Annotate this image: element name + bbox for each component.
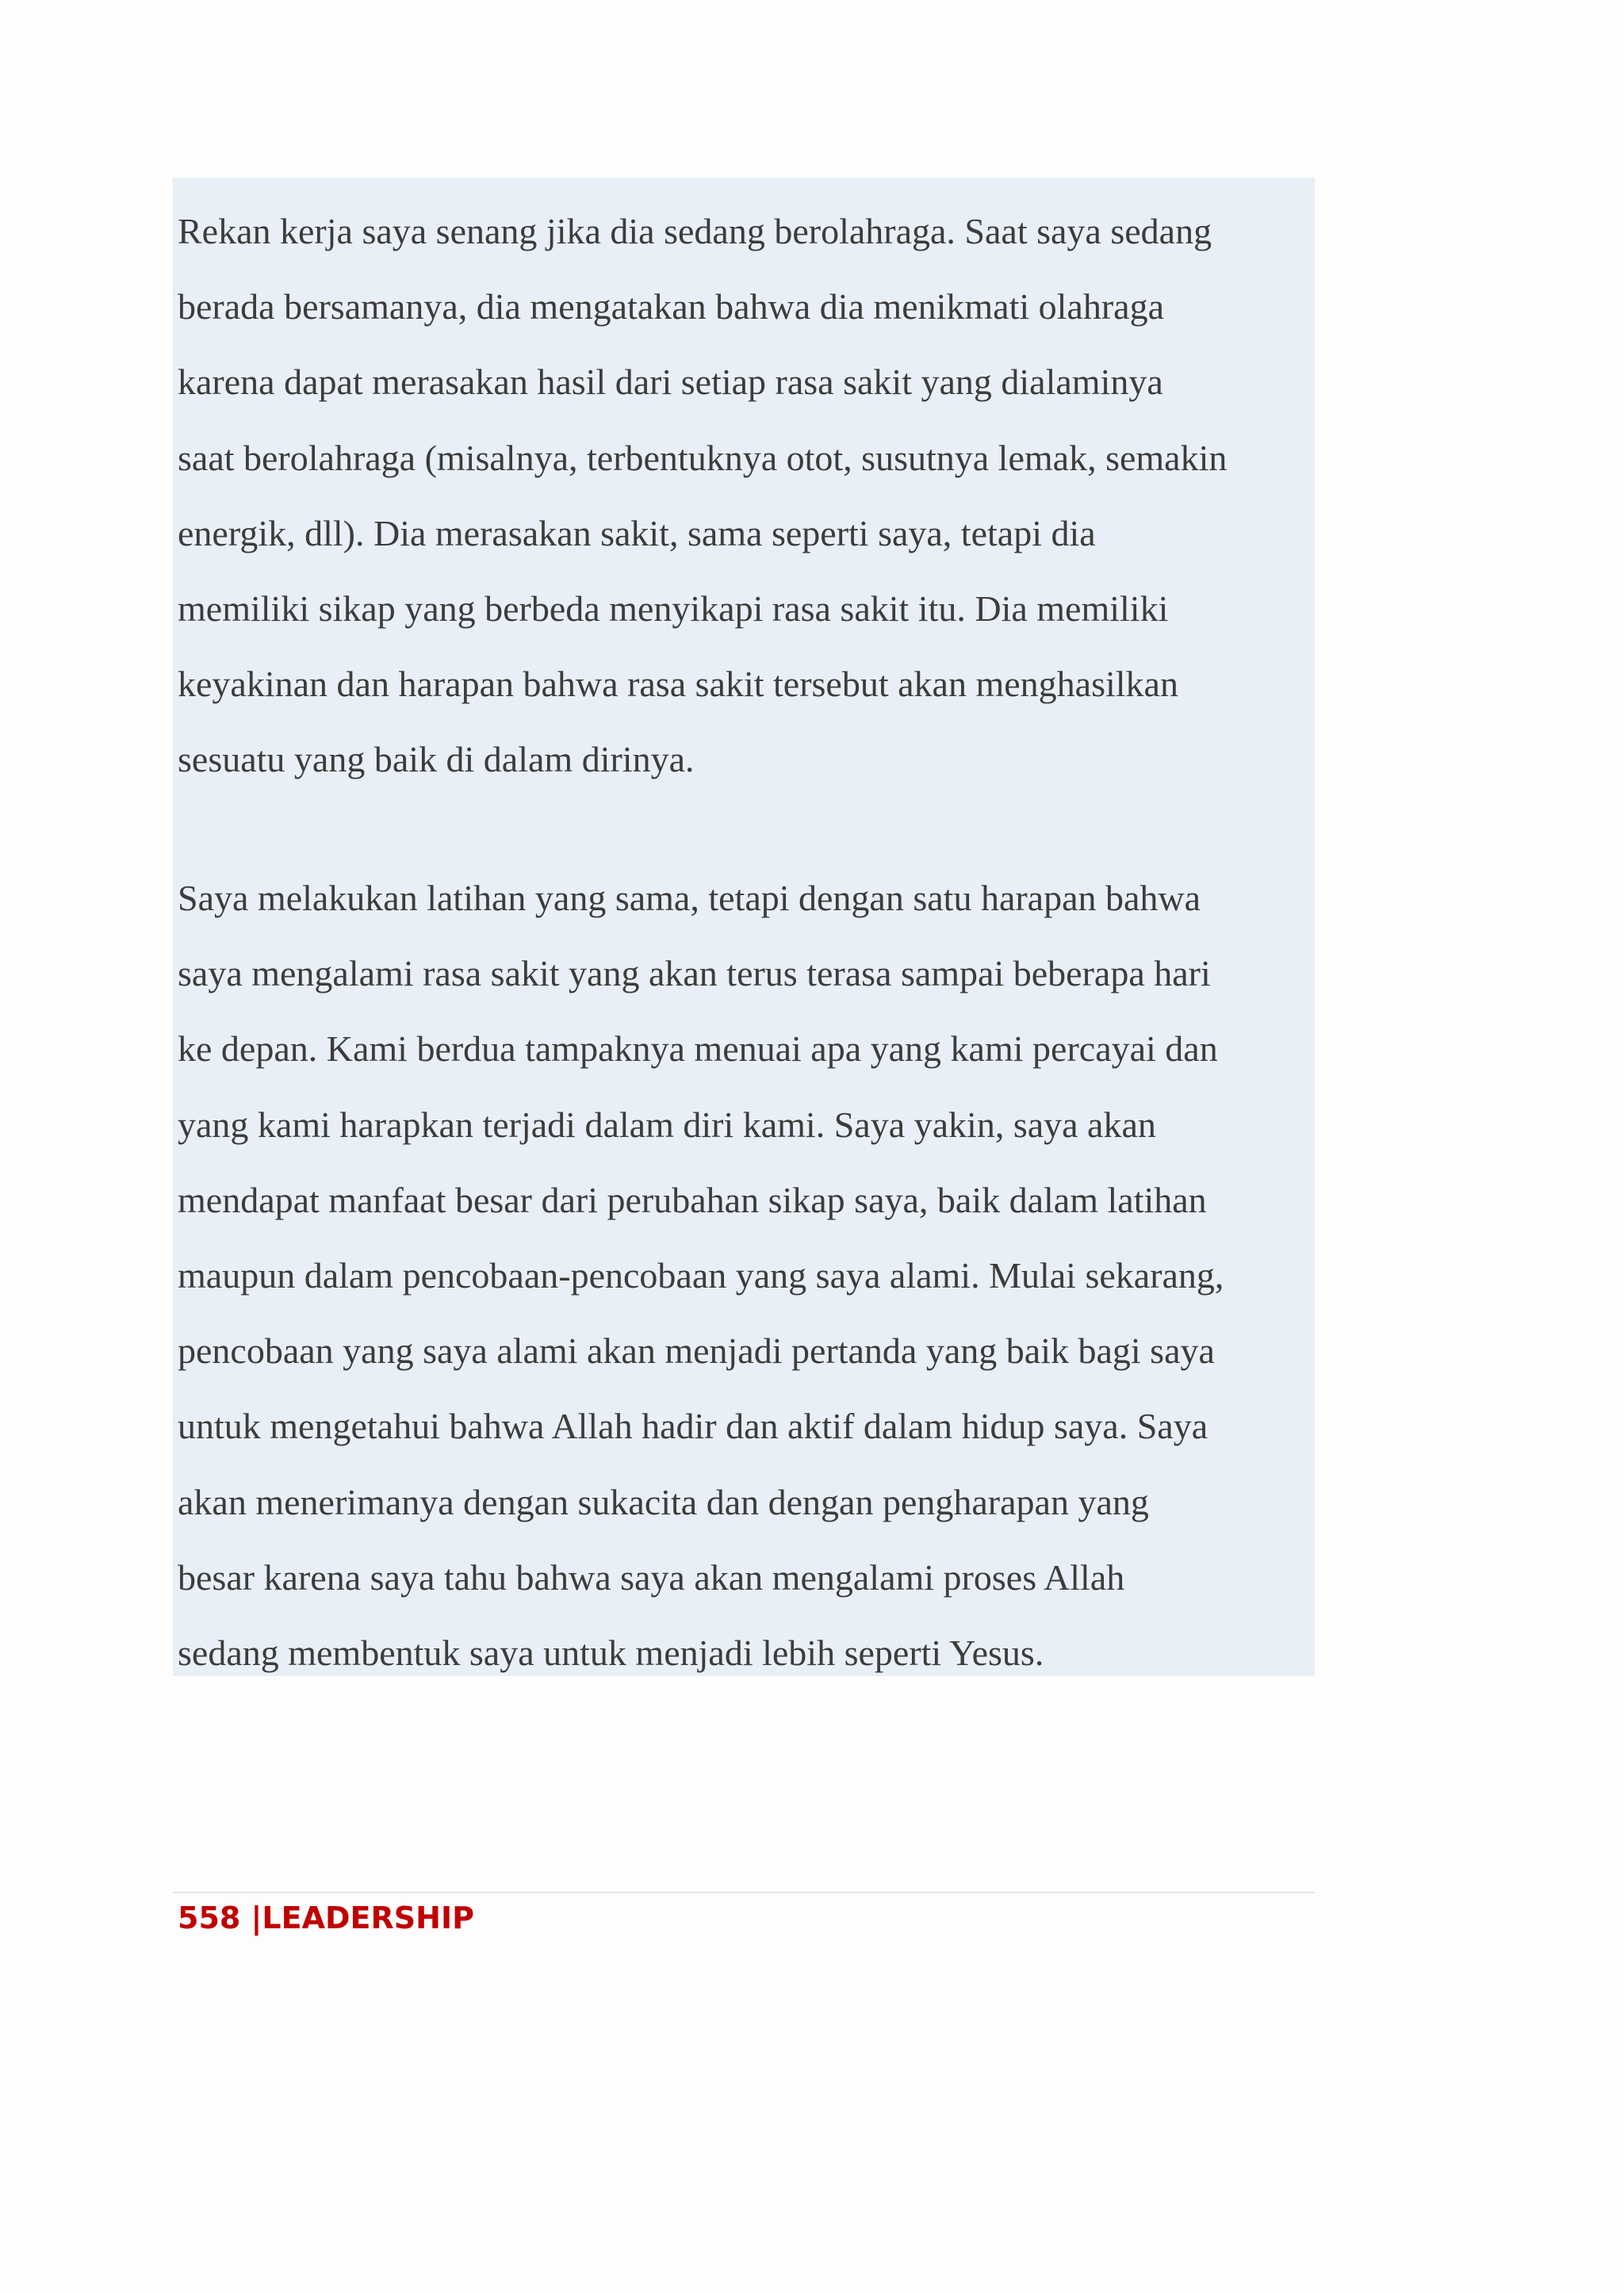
text-line: untuk mengetahui bahwa Allah hadir dan aktif dalam hidup saya. Saya (178, 1406, 1208, 1447)
text-line: sesuatu yang baik di dalam dirinya. (178, 739, 695, 780)
text-line: Saya melakukan latihan yang sama, tetapi dengan satu harapan bahwa (178, 878, 1201, 918)
text-line: memiliki sikap yang berbeda menyikapi rasa sakit itu. Dia memiliki (178, 588, 1169, 629)
text-line: sedang membentuk saya untuk menjadi lebih seperti Yesus. (178, 1632, 1044, 1673)
highlighted-text-block (173, 178, 1315, 1676)
footer-divider (173, 1892, 1315, 1893)
text-line: mendapat manfaat besar dari perubahan sikap saya, baik dalam latihan (178, 1179, 1207, 1220)
paragraph-1 (178, 193, 1227, 798)
text-line: pencobaan yang saya alami akan menjadi pertanda yang baik bagi saya (178, 1330, 1215, 1372)
text-line: Rekan kerja saya senang jika dia sedang berolahraga. Saat saya sedang (178, 211, 1212, 251)
text-line: karena dapat merasakan hasil dari setiap rasa sakit yang dialaminya (178, 362, 1163, 403)
text-line: yang kami harapkan terjadi dalam diri kami. Saya yakin, saya akan (178, 1104, 1156, 1145)
text-line: energik, dll). Dia merasakan sakit, sama seperti saya, tetapi dia (178, 512, 1096, 553)
text-line: berada bersamanya, dia mengatakan bahwa dia menikmati olahraga (178, 286, 1164, 327)
text-line: keyakinan dan harapan bahwa rasa sakit tersebut akan menghasilkan (178, 664, 1178, 705)
text-line: saya mengalami rasa sakit yang akan terus terasa sampai beberapa hari (178, 953, 1211, 994)
text-line: maupun dalam pencobaan-pencobaan yang saya alami. Mulai sekarang, (178, 1254, 1224, 1296)
text-line: akan menerimanya dengan sukacita dan dengan pengharapan yang (178, 1481, 1149, 1522)
text-line: besar karena saya tahu bahwa saya akan mengalami proses Allah (178, 1556, 1125, 1598)
page-footer-label: 558 |LEADERSHIP (178, 1901, 474, 1935)
paragraph-2 (178, 860, 1224, 1690)
text-line: ke depan. Kami berdua tampaknya menuai apa yang kami percayai dan (178, 1028, 1218, 1070)
text-line: saat berolahraga (misalnya, terbentuknya otot, susutnya lemak, semakin (178, 437, 1228, 478)
